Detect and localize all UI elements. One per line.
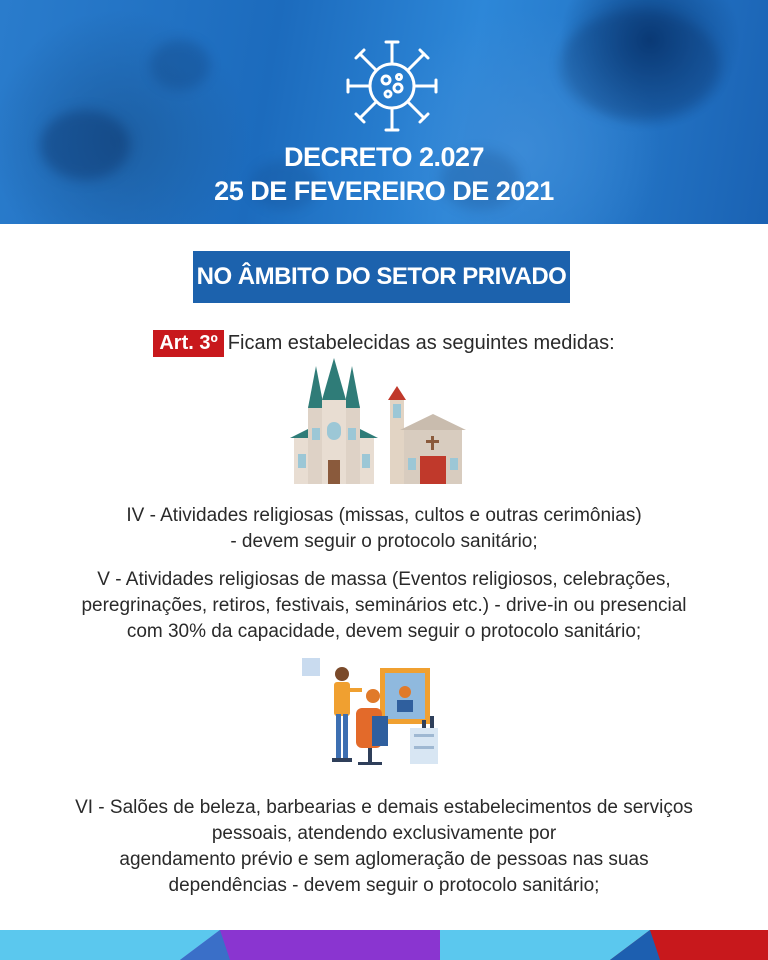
item-vi-line-1: VI - Salões de beleza, barbearias e demais estabelecimentos de serviços [75, 797, 693, 818]
item-vi-line-4: dependências - devem seguir o protocolo sanitário; [168, 875, 600, 896]
item-v-line-1: V - Atividades religiosas de massa (Eventos religiosos, celebrações, [97, 569, 671, 590]
virus-icon [336, 30, 448, 142]
item-v-line-2: peregrinações, retiros, festivais, seminários etc.) - drive-in ou presencial [81, 595, 687, 616]
item-v-line-3: com 30% da capacidade, devem seguir o protocolo sanitário; [126, 621, 642, 642]
churches-illustration [286, 358, 466, 486]
decree-title: DECRETO 2.027 [283, 142, 485, 172]
decree-date: 25 DE FEVEREIRO DE 2021 [214, 176, 554, 206]
article-badge: Art. 3º [153, 330, 223, 357]
barber-salon-illustration [298, 658, 444, 770]
item-iv [40, 503, 728, 555]
article-line [0, 330, 768, 357]
article-intro: Ficam estabelecidas as seguintes medidas: [227, 332, 615, 354]
item-iv-line-1: IV - Atividades religiosas (missas, cultos e outras cerimônias) [126, 505, 642, 526]
item-vi-line-2: pessoais, atendendo exclusivamente por [211, 823, 557, 844]
section-heading: NO ÂMBITO DO SETOR PRIVADO [193, 251, 570, 303]
header-banner [0, 0, 768, 224]
item-vi [40, 795, 728, 899]
item-v [40, 567, 728, 645]
item-vi-line-3: agendamento prévio e sem aglomeração de pessoas nas suas [119, 849, 649, 870]
item-iv-line-2: - devem seguir o protocolo sanitário; [230, 531, 538, 552]
footer-stripe [0, 930, 768, 960]
